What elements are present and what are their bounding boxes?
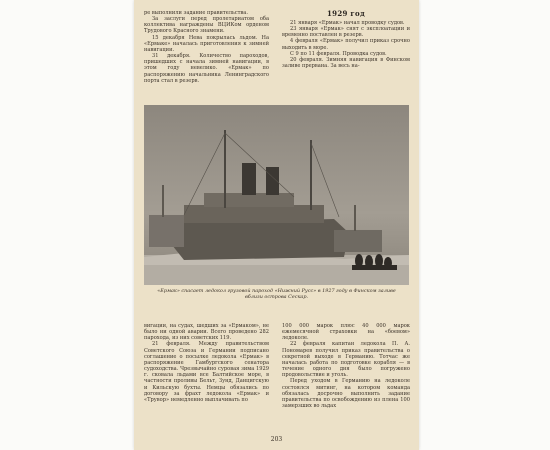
paragraph: 100 000 марок плюс 40 000 марок ежемесячной страховки на «боевом» ледоколе. bbox=[282, 323, 410, 342]
right-top-column bbox=[282, 20, 410, 69]
paragraph: 15 декабря Нева покрылась льдом. На «Ермаке» началась приготовления к зимней навигации. bbox=[144, 34, 269, 53]
paragraph: За заслуги перед пролетариатом оба коллектива награждены ВЦИКом орденом Трудового Красного знамени. bbox=[144, 16, 269, 35]
icebreaker-photo-illustration bbox=[144, 105, 409, 285]
running-header-year: 1929 год bbox=[327, 9, 365, 18]
paragraph: 20 февраля. Зимняя навигация в Финском заливе прервана. За весь на- bbox=[282, 56, 410, 70]
paragraph: ре выполнили задание правительства. bbox=[144, 10, 248, 16]
paragraph: 22 февраля капитан ледокола П. А. Пономарев получил приказ правительства о секретной выходе в Германию. Тотчас же началась работа по подготовке корабля — в течение одного дня было погружено продовольствие и уголь. bbox=[282, 341, 410, 379]
left-top-column bbox=[144, 10, 269, 84]
paragraph: вигации, на судах, шедших за «Ермаком», не было ни одной аварии. Всего проведено 282 парохода, из них советских 119. bbox=[144, 323, 269, 342]
paragraph: 23 января «Ермак» снят с эксплоатации и временно поставлен в резерв. bbox=[282, 26, 410, 39]
page-number: 203 bbox=[270, 436, 283, 443]
paragraph: 21 января «Ермак» начал проводку судов. bbox=[290, 20, 405, 26]
photo-caption: «Ермак» спасает ледокол грузовой пароход «Нижний Русс» в 1927 году в Финском заливе вблизи острова Сескар. bbox=[157, 288, 396, 301]
paragraph: 31 декабря. Количество пароходов, пришедших с начала зимней навигации, в этом году невелико. «Ермак» по распоряжению начальника Ленинградского порта стал в резерв. bbox=[144, 53, 269, 84]
book-page bbox=[134, 0, 419, 450]
paragraph: 4 февраля «Ермак» получил приказ срочно выходить в море. bbox=[282, 38, 410, 51]
left-bottom-column bbox=[144, 323, 269, 403]
paragraph: Перед уходом в Германию на ледоколе состоялся митинг, на котором команда обязалась досрочно выполнить задание правительства по освобождению из плена 100 замерзших во льдах bbox=[282, 378, 410, 410]
right-bottom-column bbox=[282, 323, 410, 409]
paragraph: 21 февраля. Между правительством Советского Союза и Германии подписано соглашение о посылке ледокола «Ермак» в распоряжение Гамбургского сенатора судоходства. Чрезвычайно суровая зима 1929 г. сковала льдами все Балтийское море, в частности проливы Бельт, Зунд, Данцигскую и Кильскую бухты. Немцы обязались по договору за фрахт ледокола «Ермак» и «Трувор» немедленно выплачивать по bbox=[144, 341, 269, 403]
paragraph: С 9 по 11 февраля. Проводка судов. bbox=[290, 50, 387, 57]
photo-icebreaker bbox=[144, 105, 409, 285]
